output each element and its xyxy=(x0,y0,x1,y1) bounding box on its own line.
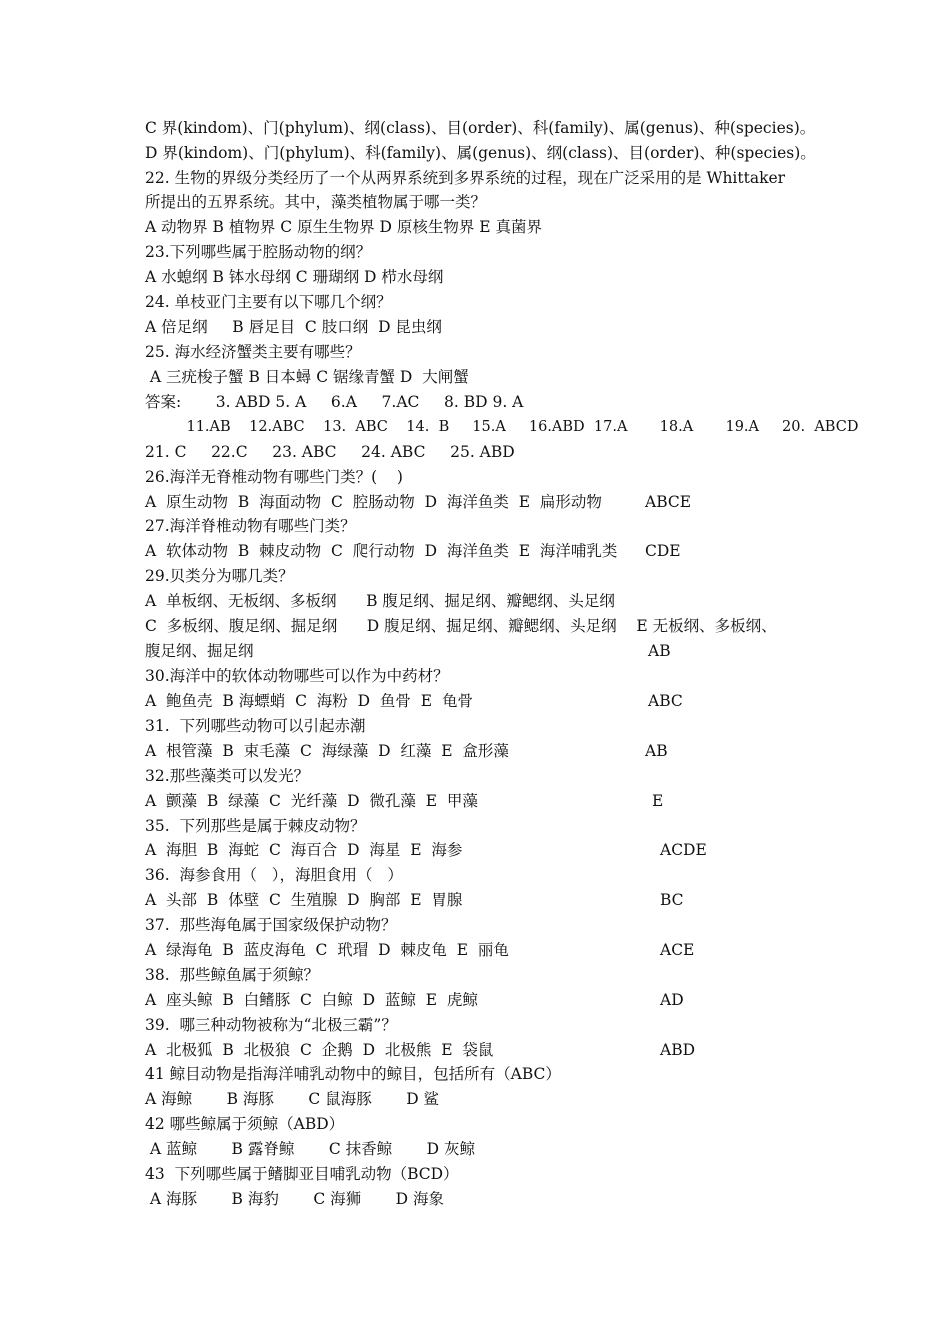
options-line: 腹足纲、掘足纲 xyxy=(145,642,254,660)
options-line: A 水螅纲 B 钵水母纲 C 珊瑚纲 D 栉水母纲 xyxy=(145,268,444,286)
answer-q37: ACE xyxy=(660,941,695,959)
question-26: 26.海洋无脊椎动物有哪些门类？( ) xyxy=(145,468,403,486)
options-line: A 单板纲、无板纲、多板纲 B 腹足纲、掘足纲、瓣鳃纲、头足纲 xyxy=(145,592,615,610)
options-line: A 倍足纲 B 唇足目 C 肢口纲 D 昆虫纲 xyxy=(145,318,442,336)
options-line: A 头部 B 体壁 C 生殖腺 D 胸部 E 胃腺 xyxy=(145,891,463,909)
options-line: A 颤藻 B 绿藻 C 光纤藻 D 微孔藻 E 甲藻 xyxy=(145,792,478,810)
question-43: 43 下列哪些属于鳍脚亚目哺乳动物（BCD） xyxy=(145,1165,459,1183)
question-35: 35. 下列那些是属于棘皮动物？ xyxy=(145,817,366,835)
options-line: A 海胆 B 海蛇 C 海百合 D 海星 E 海参 xyxy=(145,841,463,859)
question-36: 36. 海参食用（ ），海胆食用（ ） xyxy=(145,866,403,884)
question-27: 27.海洋脊椎动物有哪些门类？ xyxy=(145,517,356,535)
options-line: A 北极狐 B 北极狼 C 企鹅 D 北极熊 E 袋鼠 xyxy=(145,1041,494,1059)
answer-q26: ABCE xyxy=(645,493,692,511)
options-line: A 海鲸 B 海豚 C 鼠海豚 D 鲨 xyxy=(145,1090,440,1108)
options-line: A 海豚 B 海豹 C 海狮 D 海象 xyxy=(145,1190,444,1208)
answer-key-line: 答案: 3. ABD 5. A 6.A 7.AC 8. BD 9. A xyxy=(145,393,524,411)
question-37: 37. 那些海龟属于国家级保护动物？ xyxy=(145,916,397,934)
options-line: A 动物界 B 植物界 C 原生生物界 D 原核生物界 E 真菌界 xyxy=(145,218,543,236)
question-39: 39. 哪三种动物被称为“北极三霸”？ xyxy=(145,1016,397,1034)
answer-q27: CDE xyxy=(645,542,681,560)
options-line: A 蓝鲸 B 露脊鲸 C 抹香鲸 D 灰鲸 xyxy=(145,1140,475,1158)
answer-q30: ABC xyxy=(648,692,683,710)
question-42: 42 哪些鲸属于须鲸（ABD） xyxy=(145,1115,345,1133)
answer-q31: AB xyxy=(645,742,668,760)
question-38: 38. 那些鲸鱼属于须鲸？ xyxy=(145,966,320,984)
options-line: A 座头鲸 B 白鳍豚 C 白鲸 D 蓝鲸 E 虎鲸 xyxy=(145,991,478,1009)
question-25: 25. 海水经济蟹类主要有哪些？ xyxy=(145,343,361,361)
options-line: A 绿海龟 B 蓝皮海龟 C 玳瑁 D 棘皮龟 E 丽龟 xyxy=(145,941,509,959)
question-22: 22. 生物的界级分类经历了一个从两界系统到多界系统的过程，现在广泛采用的是 Whittaker xyxy=(145,169,786,187)
answer-q38: AD xyxy=(660,991,684,1009)
question-41: 41 鲸目动物是指海洋哺乳动物中的鲸目，包括所有（ABC） xyxy=(145,1065,561,1083)
question-32: 32.那些藻类可以发光？ xyxy=(145,767,310,785)
options-line: A 鲍鱼壳 B 海螵蛸 C 海粉 D 鱼骨 E 龟骨 xyxy=(145,692,473,710)
options-line: A 原生动物 B 海面动物 C 腔肠动物 D 海洋鱼类 E 扁形动物 xyxy=(145,493,602,511)
text-line: 所提出的五界系统。其中，藻类植物属于哪一类？ xyxy=(145,193,487,211)
question-24: 24. 单枝亚门主要有以下哪几个纲？ xyxy=(145,293,392,311)
options-line: C 多板纲、腹足纲、掘足纲 D 腹足纲、掘足纲、瓣鳃纲、头足纲 E 无板纲、多板纲、 xyxy=(145,617,777,635)
answer-q39: ABD xyxy=(660,1041,696,1059)
question-30: 30.海洋中的软体动物哪些可以作为中药材？ xyxy=(145,667,449,685)
text-line: D 界(kindom)、门(phylum)、科(family)、属(genus)、纲(class)、目(order)、种(species)。 xyxy=(145,144,816,162)
answer-q29: AB xyxy=(648,642,671,660)
options-line: A 三疣梭子蟹 B 日本蟳 C 锯缘青蟹 D 大闸蟹 xyxy=(145,368,469,386)
answer-q32: E xyxy=(652,792,664,810)
question-23: 23.下列哪些属于腔肠动物的纲？ xyxy=(145,243,372,261)
options-line: A 根管藻 B 束毛藻 C 海绿藻 D 红藻 E 盒形藻 xyxy=(145,742,509,760)
question-29: 29.贝类分为哪几类？ xyxy=(145,567,294,585)
answer-key-line: 11.AB 12.ABC 13. ABC 14. B 15.A 16.ABD 17.A 18.A 19.A 20. ABCD xyxy=(145,419,859,435)
answer-q35: ACDE xyxy=(660,841,707,859)
question-31: 31. 下列哪些动物可以引起赤潮 xyxy=(145,717,366,735)
answer-key-line: 21. C 22.C 23. ABC 24. ABC 25. ABD xyxy=(145,443,515,461)
text-line: C 界(kindom)、门(phylum)、纲(class)、目(order)、科(family)、属(genus)、种(species)。 xyxy=(145,119,816,137)
answer-q36: BC xyxy=(660,891,684,909)
options-line: A 软体动物 B 棘皮动物 C 爬行动物 D 海洋鱼类 E 海洋哺乳类 xyxy=(145,542,618,560)
